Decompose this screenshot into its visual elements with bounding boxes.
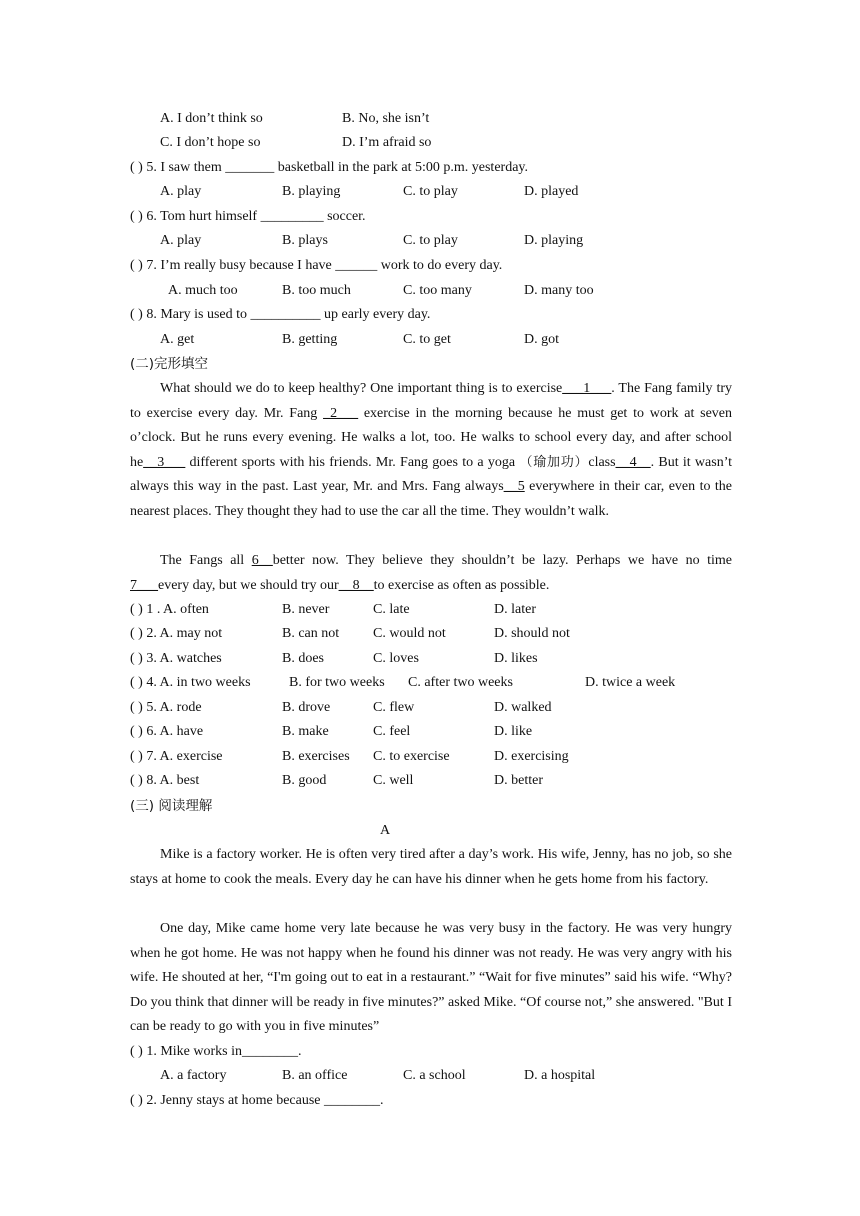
option-c: C. well xyxy=(373,773,414,788)
paragraph-text: to exercise as often as possible. xyxy=(373,577,550,593)
blank-7: 7___ xyxy=(130,577,158,593)
option-d: D. likes xyxy=(494,651,538,666)
option-b: B. drove xyxy=(282,700,331,715)
chinese-gloss: （瑜加功） xyxy=(519,454,589,470)
question-stem: ( ) 5. A. rode xyxy=(130,700,202,715)
paragraph-text: The Fangs all xyxy=(160,553,252,568)
option-d: D. exercising xyxy=(494,749,569,764)
blank-6: 6__ xyxy=(251,553,273,568)
blank-1: ___1___ xyxy=(562,381,612,396)
blank-8: __8__ xyxy=(338,577,374,593)
section-title: (二)完形填空 xyxy=(130,356,209,372)
paragraph-text: exercise in the morning because he must get to work at seven o’clock. But he runs every evening. He walks a lot, too. He walks to school every day, and after school he xyxy=(130,405,732,470)
option-a: A. play xyxy=(160,233,202,248)
option-a: A. a factory xyxy=(160,1068,227,1083)
option-d: D. like xyxy=(494,724,533,739)
paragraph-text: . But it wasn’t always this way in the past. Last year, Mr. and Mrs. Fang always xyxy=(130,454,733,495)
paragraph-text: better now. They believe they shouldn’t be lazy. Perhaps we have no time xyxy=(272,553,732,568)
reading-paragraph: One day, Mike came home very late because he was very busy in the factory. He was very hungry when he got home. He was not happy when he found his dinner was not ready. He was very angry with his wife. He shouted at her, “I'm going out to eat in a restaurant.” “Wait for five minutes” said his wife. “Why? Do you think that dinner will be ready in five minutes?” asked Mike. “Of course not,” she answered. "But I can be ready to go with you in five minutes” xyxy=(130,921,732,1035)
blank-2: _2___ xyxy=(323,405,359,421)
option-b: B. plays xyxy=(282,233,328,248)
option-c: C. too many xyxy=(403,283,472,298)
option-b: B. can not xyxy=(282,626,340,641)
question-stem: ( ) 7. I’m really busy because I have ______ work to do every day. xyxy=(130,258,503,273)
option-c: C. feel xyxy=(373,724,411,739)
paragraph-text: everywhere in their car, even to the nearest places. They thought they had to use the car all the time. They wouldn’t walk. xyxy=(130,479,732,519)
option-c: C. would not xyxy=(373,626,446,641)
question-stem: ( ) 8. A. best xyxy=(130,773,200,788)
question-stem: ( ) 7. A. exercise xyxy=(130,749,223,764)
paragraph-text: What should we do to keep healthy? One important thing is to exercise xyxy=(160,381,563,396)
question-stem: ( ) 2. Jenny stays at home because ________. xyxy=(130,1093,384,1108)
option-b: B. does xyxy=(282,651,324,666)
question-stem: ( ) 6. A. have xyxy=(130,724,204,739)
option-d: D. playing xyxy=(524,233,584,248)
option-c: C. flew xyxy=(373,700,415,715)
blank-5: __5 xyxy=(503,479,525,495)
option-d: D. better xyxy=(494,773,543,788)
question-stem: ( ) 3. A. watches xyxy=(130,651,222,666)
option-b: B. an office xyxy=(282,1068,348,1083)
passage-label: A xyxy=(379,823,391,838)
option-d: D. played xyxy=(524,184,579,199)
option-c: C. to exercise xyxy=(373,749,450,764)
option-b: B. exercises xyxy=(282,749,350,764)
question-stem: ( ) 1 . A. often xyxy=(130,602,209,617)
option-d: D. should not xyxy=(494,626,570,641)
paragraph-text: every day, but we should try our xyxy=(158,577,339,593)
paragraph-text: different sports with his friends. Mr. Fang goes to a yoga xyxy=(185,454,520,470)
option-b: B. playing xyxy=(282,184,341,199)
option-c: C. a school xyxy=(403,1068,466,1083)
option-d: D. twice a week xyxy=(585,675,676,690)
option-b: B. make xyxy=(282,724,329,739)
paragraph-text: class xyxy=(588,454,616,470)
option-a: A. much too xyxy=(168,283,238,298)
blank-4: __4__ xyxy=(615,454,651,470)
option-d: D. got xyxy=(524,332,559,347)
section-title: (三) 阅读理解 xyxy=(130,798,213,814)
option-d: D. a hospital xyxy=(524,1068,596,1083)
option-d: D. walked xyxy=(494,700,552,715)
option-b: B. getting xyxy=(282,332,338,347)
question-stem: ( ) 8. Mary is used to __________ up early every day. xyxy=(130,307,431,322)
option-a: A. get xyxy=(160,332,195,347)
question-stem: ( ) 4. A. in two weeks xyxy=(130,675,251,690)
option-c: C. to get xyxy=(403,332,451,347)
option-c: C. I don’t hope so xyxy=(160,135,261,150)
option-b: B. never xyxy=(282,602,330,617)
option-b: B. for two weeks xyxy=(289,675,385,690)
question-stem: ( ) 2. A. may not xyxy=(130,626,223,641)
option-a: A. I don’t think so xyxy=(160,111,263,126)
cloze-paragraph xyxy=(130,377,732,525)
option-c: C. to play xyxy=(403,184,458,199)
option-b: B. good xyxy=(282,773,327,788)
paragraph-text: . The Fang family try to exercise every day. Mr. Fang xyxy=(130,381,732,421)
option-d: D. many too xyxy=(524,283,594,298)
option-c: C. loves xyxy=(373,651,419,666)
question-stem: ( ) 1. Mike works in________. xyxy=(130,1044,302,1059)
option-c: C. after two weeks xyxy=(408,675,513,690)
option-a: A. play xyxy=(160,184,202,199)
option-d: D. later xyxy=(494,602,536,617)
option-b: B. No, she isn’t xyxy=(342,111,430,126)
blank-3: __3___ xyxy=(143,454,186,470)
option-c: C. to play xyxy=(403,233,458,248)
reading-paragraph: Mike is a factory worker. He is often very tired after a day’s work. His wife, Jenny, has no job, so she stays at home to cook the meals. Every day he can have his dinner when he gets home from his factory. xyxy=(130,847,732,887)
question-stem: ( ) 6. Tom hurt himself _________ soccer. xyxy=(130,209,366,224)
option-b: B. too much xyxy=(282,283,351,298)
option-c: C. late xyxy=(373,602,410,617)
option-d: D. I’m afraid so xyxy=(342,135,432,150)
cloze-paragraph xyxy=(130,549,732,598)
question-stem: ( ) 5. I saw them _______ basketball in the park at 5:00 p.m. yesterday. xyxy=(130,160,528,175)
